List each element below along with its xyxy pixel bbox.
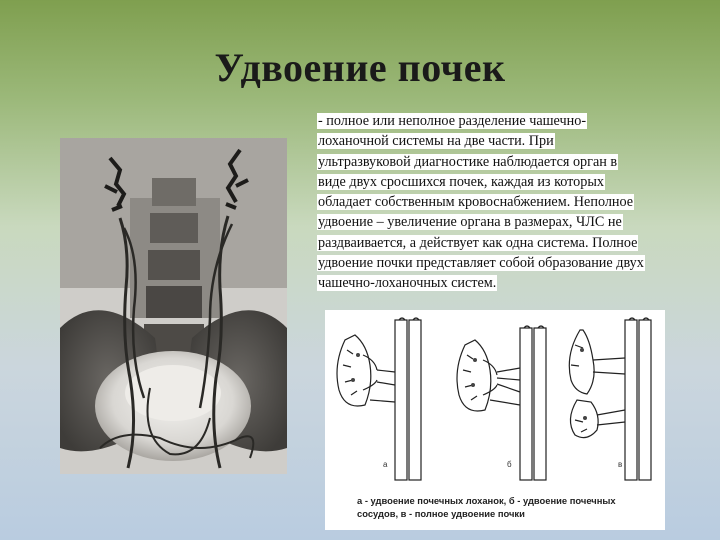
text-line: удвоение – увеличение органа в размерах, ЧЛС не [318, 214, 622, 231]
diagram-label-b: б [507, 460, 512, 469]
text-line: обладает собственным кровоснабжением. Неполное [318, 194, 634, 211]
text-line: - полное или неполное разделение чашечно- [318, 113, 587, 129]
caption-line: а - удвоение почечных лоханок, б - удвоение почечных [357, 495, 616, 506]
text-line: виде двух сросшихся почек, каждая из которых [318, 173, 604, 190]
urogram-illustration [60, 138, 287, 474]
description-text [317, 111, 693, 294]
text-line: ультразвуковой диагностике наблюдается орган в [318, 153, 618, 170]
text-line: чашечно-лоханочных систем. [318, 275, 497, 292]
text-line: раздваивается, а действует как одна система. Полное [318, 234, 638, 251]
kidney-duplication-diagram [325, 310, 665, 530]
caption-line: сосудов, в - полное удвоение почки [357, 508, 525, 519]
xray-image [60, 138, 287, 474]
kidney-drawings [325, 310, 665, 485]
slide-title: Удвоение почек [214, 45, 506, 90]
text-line: удвоение почки представляет собой образование двух [318, 255, 644, 272]
diagram-label-a: а [383, 460, 388, 469]
text-line: лоханочной системы на две части. При [318, 133, 554, 150]
diagram-caption [357, 494, 657, 520]
diagram-label-c: в [618, 460, 623, 469]
